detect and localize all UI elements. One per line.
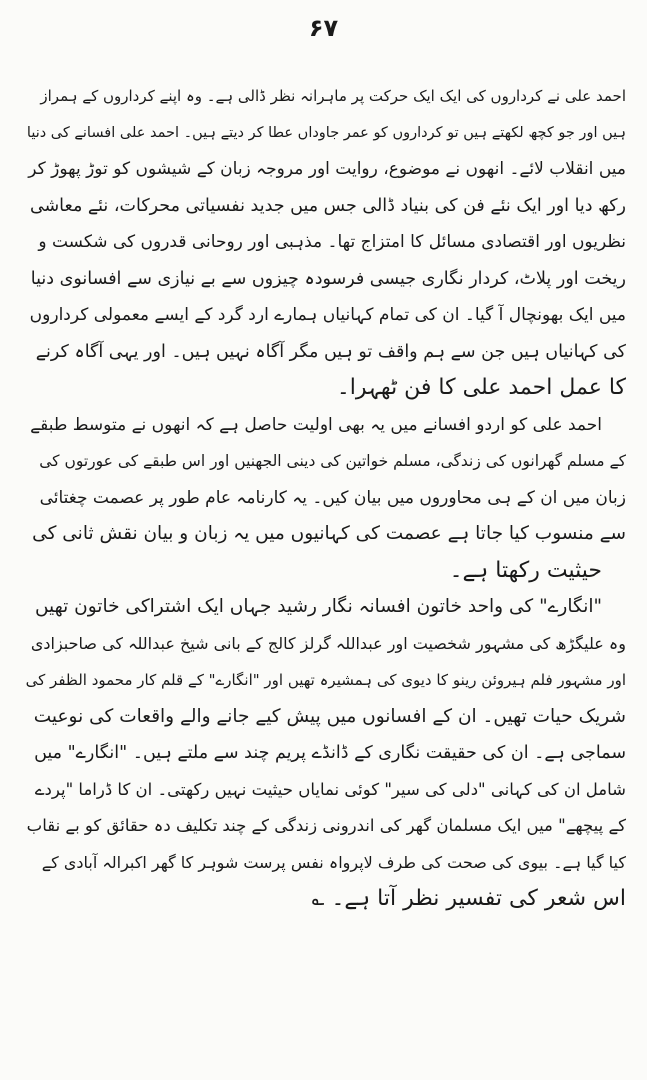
text-line: کا عمل احمد علی کا فن ٹھہرا۔	[336, 375, 626, 400]
text-line: اس شعر کی تفسیر نظر آتا ہے۔ ؎	[311, 886, 626, 911]
text-line: احمد علی نے کرداروں کی ایک ایک حرکت پر ماہرانہ نظر ڈالی ہے۔ وہ اپنے کرداروں کے ہمراز	[40, 87, 626, 105]
text-line: کے مسلم گھرانوں کی زندگی، مسلم خواتین کی دینی الجھنیں اور اس طبقے کی عورتوں کی	[39, 452, 626, 470]
text-line: شامل ان کی کہانی "دلی کی سیر" کوئی نمایاں حیثیت نہیں رکھتی۔ ان کا ڈراما "پردے	[34, 779, 626, 799]
text-line: رکھ دیا اور ایک نئے فن کی بنیاد ڈالی جس میں جدید نفسیاتی محرکات، نئے معاشی	[29, 195, 626, 216]
text-line: "انگارے" کی واحد خاتون افسانہ نگار رشید جہاں ایک اشتراکی خاتون تھیں	[34, 596, 602, 617]
text-line: وہ علیگڑھ کی مشہور شخصیت اور عبداللہ گرلز کالج کے بانی شیخ عبداللہ کی صاحبزادی	[30, 633, 626, 653]
text-line: احمد علی کو اردو افسانے میں یہ بھی اولیت حاصل ہے کہ انھوں نے متوسط طبقے	[30, 414, 602, 435]
text-line: اور مشہور فلم ہیروئن رینو کا دیوی کی ہمشیرہ تھیں اور "انگارے" کے قلم کار محمود الظفر کی	[26, 671, 626, 689]
text-line: نظریوں اور اقتصادی مسائل کا امتزاج تھا۔ مذہبی اور روحانی قدروں کی شکست و	[38, 232, 626, 252]
body-text	[26, 78, 626, 918]
text-line: ریخت اور پلاٹ، کردار نگاری جیسی فرسودہ چیزوں سے بے نیازی سے افسانوی دنیا	[30, 268, 626, 289]
text-line: ہیں اور جو کچھ لکھتے ہیں تو کرداروں کو عمر جاوداں عطا کر دیتے ہیں۔ احمد علی افسانے کی دنیا	[26, 124, 626, 141]
page-number: ۶۷	[308, 14, 339, 42]
text-line: حیثیت رکھتا ہے۔	[449, 557, 602, 583]
text-line: کی کہانیاں ہیں جن سے ہم واقف تو ہیں مگر آگاہ نہیں ہیں۔ اور یہی آگاہ کرنے	[35, 341, 626, 362]
text-line: میں ایک بھونچال آ گیا۔ ان کی تمام کہانیاں ہمارے ارد گرد کے ایسے معمولی کرداروں	[29, 305, 626, 325]
text-line: میں انقلاب لائے۔ انھوں نے موضوع، روایت اور مروجہ زبان کے شیشوں کو توڑ پھوڑ کر	[28, 159, 626, 179]
text-line: زبان میں ان کے ہی محاوروں میں بیان کیں۔ یہ کارنامہ عام طور پر عصمت چغتائی	[39, 487, 626, 508]
text-line: سے منسوب کیا جاتا ہے عصمت کی کہانیوں میں یہ زبان و بیان نقش ثانی کی	[32, 523, 626, 544]
text-line: سماجی ہے۔ ان کی حقیقت نگاری کے ڈانڈے پریم چند سے ملتے ہیں۔ "انگارے" میں	[34, 743, 626, 763]
text-line: شریک حیات تھیں۔ ان کے افسانوں میں پیش کیے جانے والے واقعات کی نوعیت	[33, 705, 626, 727]
text-line: کیا گیا ہے۔ بیوی کی صحت کی طرف لاپرواہ نفس پرست شوہر کا گھر اکبرالہ آبادی کے	[41, 852, 626, 872]
text-line: کے پیچھے" میں ایک مسلمان گھر کی اندرونی زندگی کے چند تکلیف دہ حقائق کو بے نقاب	[26, 816, 626, 835]
